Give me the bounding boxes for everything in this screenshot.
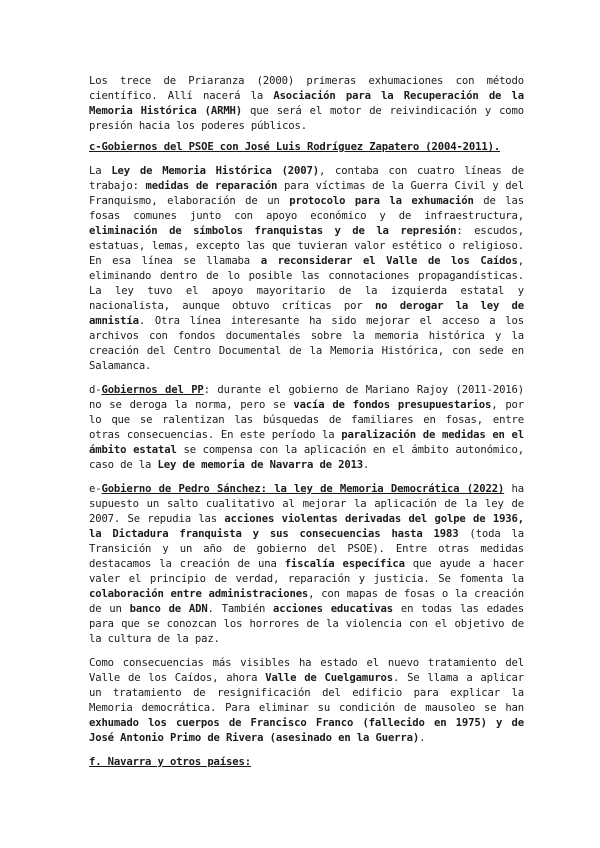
bold-term: exhumado los cuerpos de Francisco Franco (fallecido en 1975) y de José Antonio Primo de Rivera (asesinado en la Guerra) xyxy=(89,717,524,744)
text-span: Como consecuencias más visibles ha estado el nuevo tratamiento del Valle de los Caídos, ahora xyxy=(89,657,524,684)
bold-term: a reconsiderar el Valle de los Caídos xyxy=(260,255,518,267)
bold-term: Ley de Memoria Histórica (2007) xyxy=(111,165,319,177)
bold-term: protocolo para la exhumación xyxy=(289,195,474,207)
text-span: e- xyxy=(89,483,102,495)
bold-term: eliminación de símbolos franquistas y de la represión xyxy=(89,225,457,237)
bold-term: vacía de fondos presupuestarios xyxy=(293,399,492,411)
text-span: , contaba con cuatro líneas de trabajo: xyxy=(89,165,524,192)
text-span: . xyxy=(419,732,426,744)
text-span: , eliminando dentro de lo posible las connotaciones propagandísticas. La ley tuvo el apoyo mayoritario de la izquierda estatal y nacionalista, aunque obtuvo críticas por xyxy=(89,255,524,312)
paragraph-pedro-sanchez xyxy=(89,482,524,647)
bold-term: medidas de reparación xyxy=(145,180,278,192)
bold-term: paralización de medidas en el ámbito estatal xyxy=(89,429,524,456)
bold-term: no derogar la ley de amnistía xyxy=(89,300,524,327)
text-span: ha supuesto un salto cualitativo al mejorar la aplicación de la ley de 2007. Se repudia las xyxy=(89,483,524,525)
text-span: de las fosas comunes junto con apoyo económico y de infraestructura, xyxy=(89,195,524,222)
paragraph-valle-cuelgamuros xyxy=(89,656,524,746)
bold-term: Valle de Cuelgamuros xyxy=(265,672,393,684)
bold-term: acciones violentas derivadas del golpe de 1936, la Dictadura franquista y sus consecuencias hasta 1983 xyxy=(89,513,524,540)
section-heading-zapatero: c-Gobiernos del PSOE con José Luis Rodríguez Zapatero (2004-2011). xyxy=(89,141,501,153)
text-span: d- xyxy=(89,384,102,396)
text-span: : escudos, estatuas, lemas, excepto las que tuvieran valor estético o religioso. En esa línea se llamaba xyxy=(89,225,524,267)
document-page xyxy=(89,74,524,770)
text-span: La xyxy=(89,165,112,177)
text-span: para víctimas de la Guerra Civil y del Franquismo, elaboración de un xyxy=(89,180,524,207)
paragraph-priaranza xyxy=(89,74,524,134)
text-span: : durante el gobierno de Mariano Rajoy (2011-2016) no se deroga la norma, pero se xyxy=(89,384,524,411)
bold-term: colaboración entre administraciones xyxy=(89,588,309,600)
text-span: . También xyxy=(207,603,274,615)
text-span: . Se llama a aplicar un tratamiento de resignificación del edificio para explicar la Memoria democrática. Para eliminar su condición de mausoleo se han xyxy=(89,672,525,714)
text-span: . xyxy=(363,459,370,471)
text-span: Los trece de Priaranza (2000) primeras exhumaciones con método científico. Allí nacerá la xyxy=(89,75,524,102)
paragraph-ley-memoria-historica xyxy=(89,164,524,374)
bold-term-armh: Asociación para la Recuperación de la Memoria Histórica (ARMH) xyxy=(89,90,525,117)
text-span: (toda la Transición y un año de gobierno del PSOE). Entre otras medidas destacamos la creación de una xyxy=(89,528,524,570)
paragraph-gobiernos-pp xyxy=(89,383,524,473)
bold-term: acciones educativas xyxy=(273,603,393,615)
text-span: que ayude a hacer valer el principio de verdad, reparación y justicia. Se fomenta la xyxy=(89,558,524,585)
bold-term: banco de ADN xyxy=(129,603,208,615)
section-heading-sanchez: Gobierno de Pedro Sánchez: la ley de Memoria Democrática (2022) xyxy=(101,483,505,495)
bold-term: fiscalía específica xyxy=(284,558,405,570)
text-span: en todas las edades para que se conozcan los horrores de la violencia con el objetivo de la cultura de la paz. xyxy=(89,603,524,645)
text-span: que será el motor de reivindicación y como presión hacia los poderes públicos. xyxy=(89,105,524,132)
text-span: , por lo que se ralentizan las búsquedas de familiares en fosas, entre otras consecuencias. En este período la xyxy=(89,399,524,441)
text-span: , con mapas de fosas o la creación de un xyxy=(89,588,524,615)
bold-term: Ley de memoria de Navarra de 2013 xyxy=(157,459,364,471)
text-span: se compensa con la aplicación en el ámbito autonómico, caso de la xyxy=(89,444,524,471)
text-span: . Otra línea interesante ha sido mejorar el acceso a los archivos con fondos documentales sobre la memoria histórica y la creación del Centro Documental de la Memoria Histórica, con sede en Salamanca. xyxy=(89,315,524,372)
section-heading-navarra: f. Navarra y otros países: xyxy=(89,756,251,768)
section-heading-pp: Gobiernos del PP xyxy=(101,384,204,396)
